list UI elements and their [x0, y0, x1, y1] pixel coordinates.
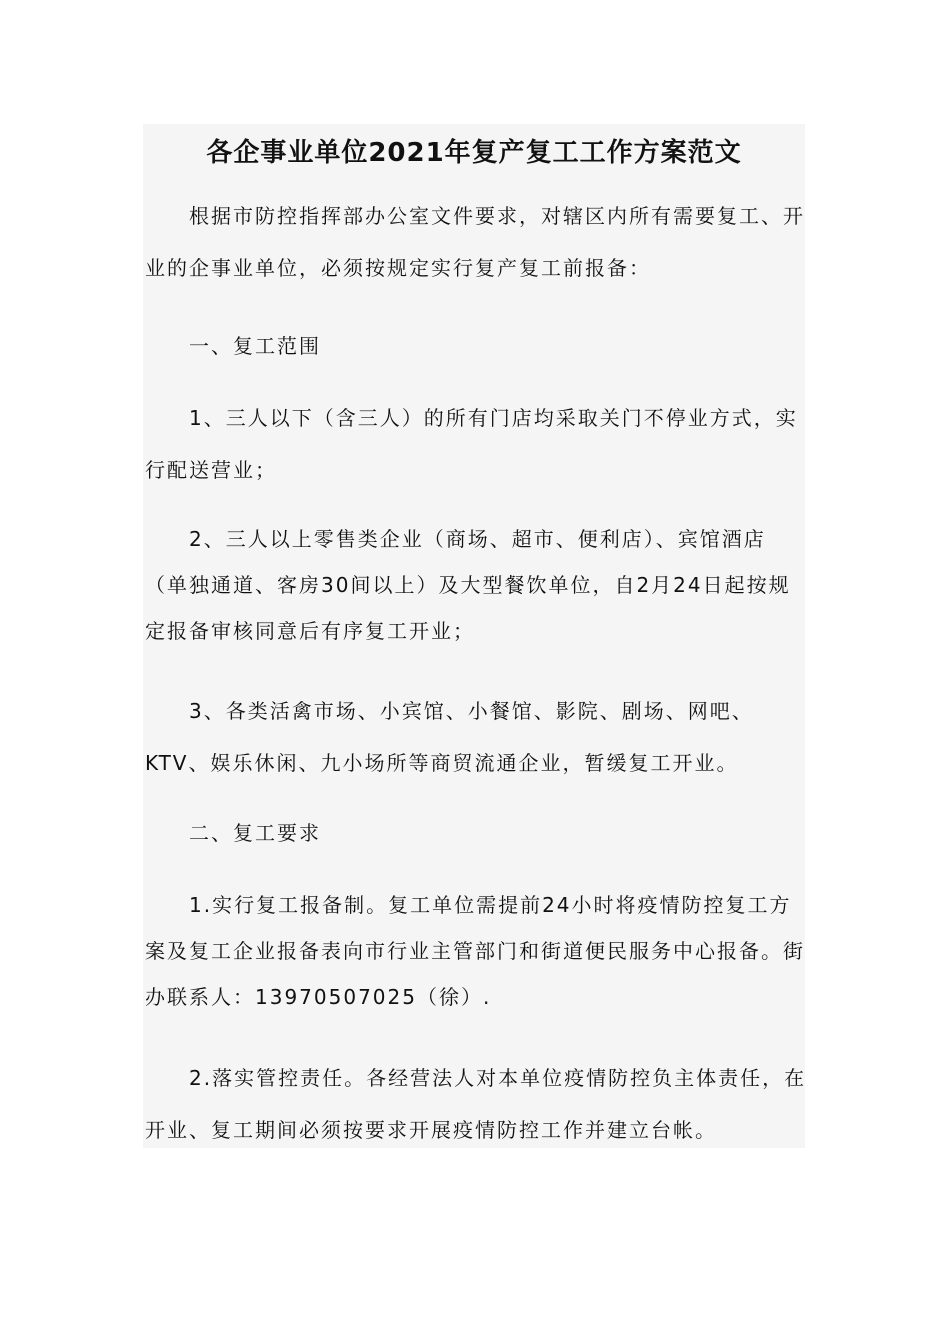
- document-title: 各企事业单位2021年复产复工工作方案范文: [206, 138, 742, 168]
- section2-heading: 二、复工要求: [189, 821, 321, 845]
- section1-item-3: 3、各类活禽市场、小宾馆、小餐馆、影院、剧场、网吧、KTV、娱乐休闲、九小场所等商贸流通企业，暂缓复工开业。: [145, 699, 754, 775]
- section2-item-2: 2.落实管控责任。各经营法人对本单位疫情防控负主体责任，在开业、复工期间必须按要求开展疫情防控工作并建立台帐。: [145, 1066, 807, 1142]
- intro-paragraph: 根据市防控指挥部办公室文件要求，对辖区内所有需要复工、开业的企事业单位，必须按规定实行复产复工前报备：: [145, 204, 805, 280]
- section2-item-1: 1.实行复工报备制。复工单位需提前24小时将疫情防控复工方案及复工企业报备表向市行业主管部门和街道便民服务中心报备。街办联系人：13970507025（徐）.: [145, 893, 805, 1009]
- section1-item-1: 1、三人以下（含三人）的所有门店均采取关门不停业方式，实行配送营业；: [145, 406, 798, 482]
- section1-item-2: 2、三人以上零售类企业（商场、超市、便利店）、宾馆酒店（单独通道、客房30间以上）及大型餐饮单位，自2月24日起按规定报备审核同意后有序复工开业；: [145, 527, 791, 643]
- section1-heading: 一、复工范围: [189, 334, 321, 358]
